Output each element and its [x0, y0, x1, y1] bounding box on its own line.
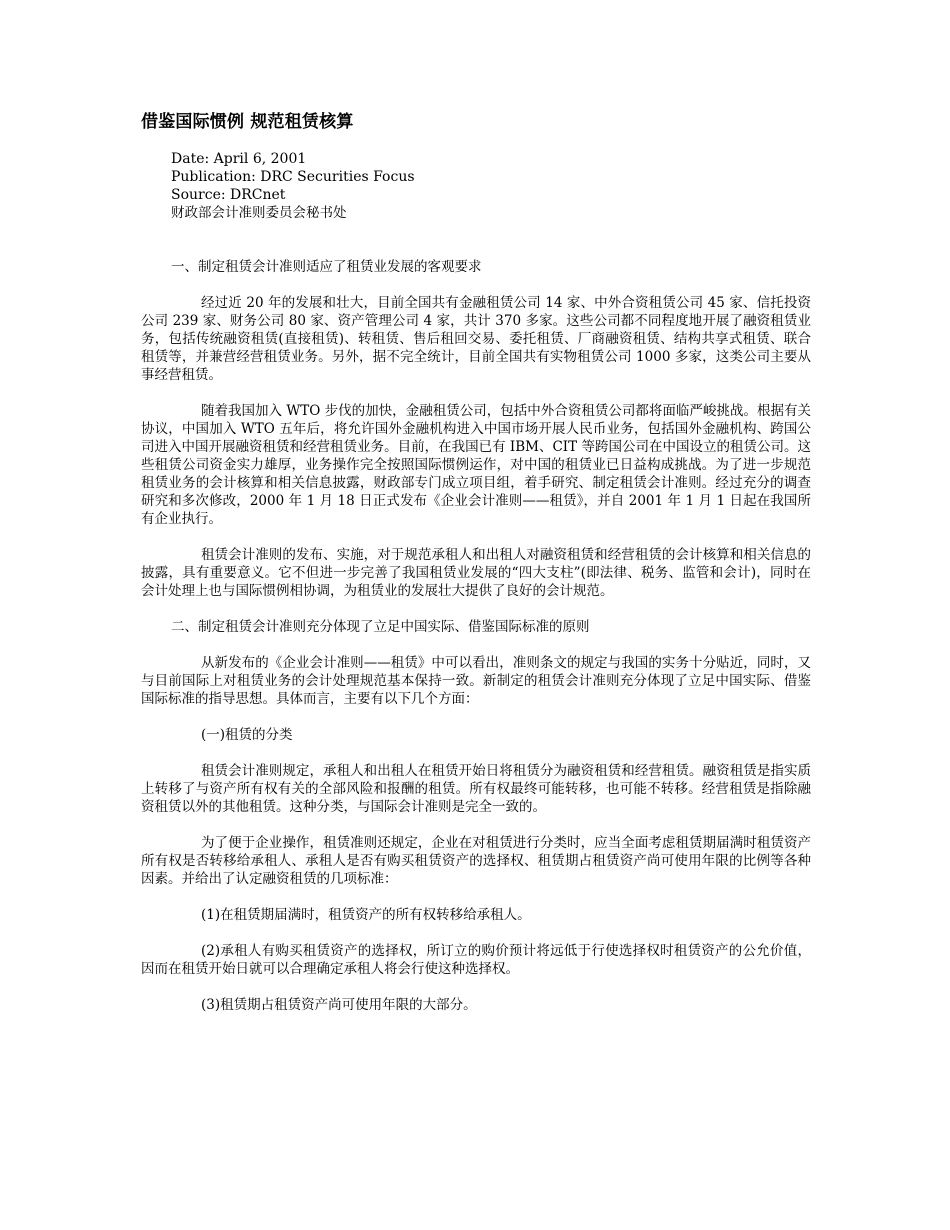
section-1-paragraph-3: 租赁会计准则的发布、实施，对于规范承租人和出租人对融资租赁和经营租赁的会计核算和相关信息的披露，具有重要意义。它不但进一步完善了我国租赁业发展的“四大支柱”(即法律、税务、监管和会计)，同时在会计处理上也与国际惯例相协调，为租赁业的发展壮大提供了良好的会计规范。 — [141, 547, 811, 599]
article — [141, 110, 811, 1014]
section-1-paragraph-2: 随着我国加入 WTO 步伐的加快，金融租赁公司，包括中外合资租赁公司都将面临严峻挑战。根据有关协议，中国加入 WTO 五年后，将允许国外金融机构进入中国市场开展人民币业务，包括国外金融机构、跨国公司进入中国开展融资租赁和经营租赁业务。目前，在我国已有 IBM、CIT 等跨国公司在中国设立的租赁公司。这些租赁公司资金实力雄厚，业务操作完全按照国际惯例运作，对中国的租赁业已日益构成挑战。为了进一步规范租赁业务的会计核算和相关信息披露，财政部专门成立项目组，着手研究、制定租赁会计准则。经过充分的调查研究和多次修改，2000 年 1 月 18 日正式发布《企业会计准则——租赁》，并自 2001 年 1 月 1 日起在我国所有企业执行。 — [141, 403, 811, 527]
meta-date: Date: April 6, 2001 — [171, 151, 307, 167]
section-2-paragraph-3: 为了便于企业操作，租赁准则还规定，企业在对租赁进行分类时，应当全面考虑租赁期届满时租赁资产所有权是否转移给承租人、承租人是否有购买租赁资产的选择权、租赁期占租赁资产尚可使用年限的比例等各种因素。并给出了认定融资租赁的几项标准： — [141, 835, 811, 887]
section-1-heading: 一、制定租赁会计准则适应了租赁业发展的客观要求 — [171, 259, 482, 275]
criterion-2: (2)承租人有购买租赁资产的选择权，所订立的购价预计将远低于行使选择权时租赁资产的公允价值，因而在租赁开始日就可以合理确定承租人将会行使这种选择权。 — [141, 943, 811, 977]
subsection-heading: (一)租赁的分类 — [201, 727, 293, 743]
article-title: 借鉴国际惯例 规范租赁核算 — [141, 112, 354, 132]
section-2-heading: 二、制定租赁会计准则充分体现了立足中国实际、借鉴国际标准的原则 — [171, 619, 590, 635]
meta-publication: Publication: DRC Securities Focus — [171, 169, 415, 185]
meta-source: Source: DRCnet — [171, 187, 286, 203]
criterion-3: (3)租赁期占租赁资产尚可使用年限的大部分。 — [201, 997, 477, 1013]
section-2-paragraph-2: 租赁会计准则规定，承租人和出租人在租赁开始日将租赁分为融资租赁和经营租赁。融资租赁是指实质上转移了与资产所有权有关的全部风险和报酬的租赁。所有权最终可能转移，也可能不转移。经营租赁是指除融资租赁以外的其他租赁。这种分类，与国际会计准则是完全一致的。 — [141, 763, 811, 815]
article-meta — [171, 150, 811, 222]
criterion-1: (1)在租赁期届满时，租赁资产的所有权转移给承租人。 — [201, 907, 531, 923]
section-2-paragraph-1: 从新发布的《企业会计准则——租赁》中可以看出，准则条文的规定与我国的实务十分贴近，同时，又与目前国际上对租赁业务的会计处理规范基本保持一致。新制定的租赁会计准则充分体现了立足中国实际、借鉴国际标准的指导思想。具体而言，主要有以下几个方面： — [141, 655, 811, 707]
section-1-paragraph-1: 经过近 20 年的发展和壮大，目前全国共有金融租赁公司 14 家、中外合资租赁公司 45 家、信托投资公司 239 家、财务公司 80 家、资产管理公司 4 家，共计 370 多家。这些公司都不同程度地开展了融资租赁业务，包括传统融资租赁(直接租赁)、转租赁、售后租回交易、委托租赁、厂商融资租赁、结构共享式租赁、联合租赁等，并兼营经营租赁业务。另外，据不完全统计，目前全国共有实物租赁公司 1000 多家，这类公司主要从事经营租赁。 — [141, 295, 811, 383]
meta-author: 财政部会计准则委员会秘书处 — [171, 205, 347, 221]
